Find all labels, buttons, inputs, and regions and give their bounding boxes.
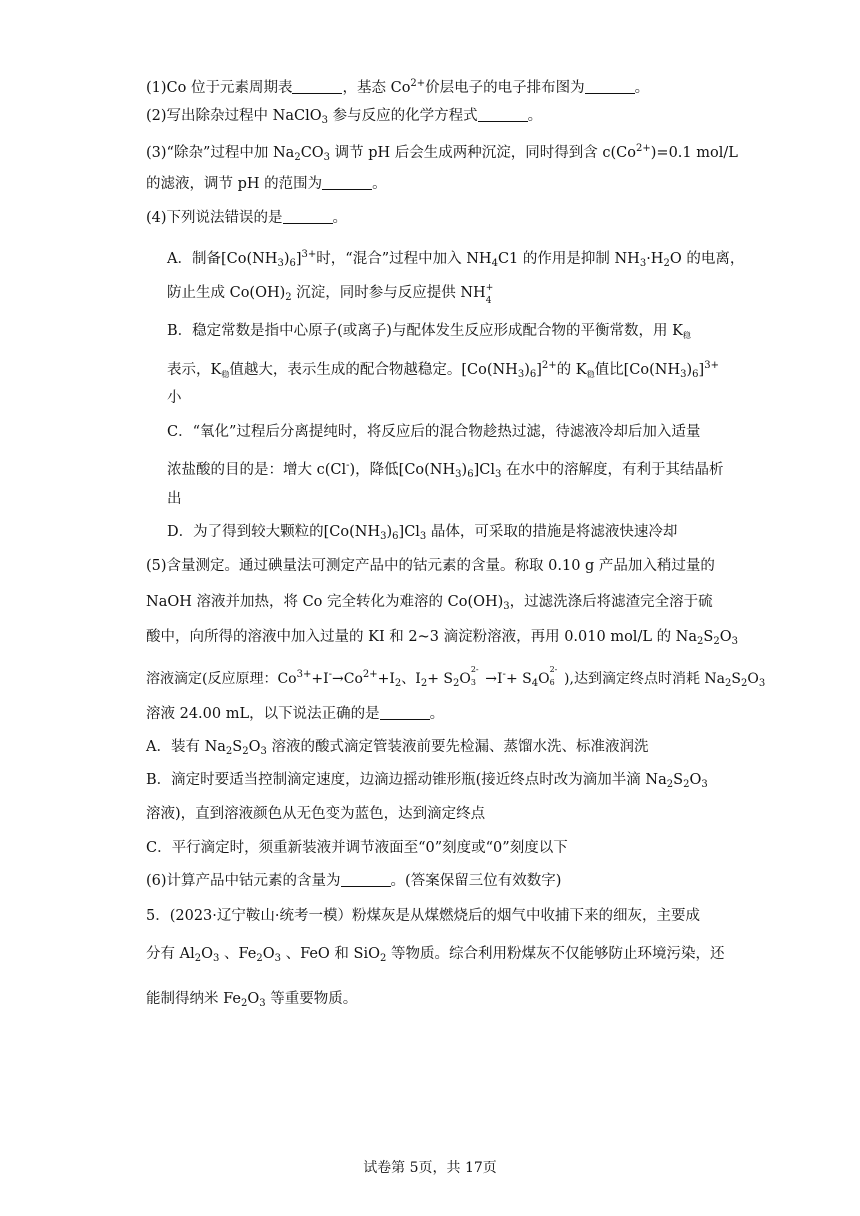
q4-option-d: D．为了得到较大颗粒的$[Co(NH_3)_6]Cl_3$ 晶体，可采取的措施是将滤液快速冷却 <box>167 524 678 542</box>
answer-blank[interactable] <box>478 107 528 122</box>
answer-blank[interactable] <box>292 79 342 94</box>
q4-option-b-2: 表示，$K_稳$值越大，表示生成的配合物越稳定。$[Co(NH_3)_6]^{2+}$的 $K_稳$值比$[Co(NH_3)_6]^{3+}$ <box>167 360 719 380</box>
q1-line: (1)Co 位于元素周期表 ，基态 $Co^{2+}$价层电子的电子排布图为 。 <box>146 78 650 96</box>
q3-line-2: 的滤液，调节 pH 的范围为 。 <box>146 176 387 192</box>
q5-option-c: C．平行滴定时，须重新装液并调节液面至“0”刻度或“0”刻度以下 <box>146 840 568 856</box>
q4-option-b-3: 小 <box>167 390 182 406</box>
answer-blank[interactable] <box>341 872 391 887</box>
q3-line-1: (3)“除杂”过程中加 $Na_2CO_3$ 调节 pH 后会生成两种沉淀，同时得到含 $c(Co^{2+})=0.1$ mol/L <box>146 143 738 163</box>
q-5-stem-1: 5．(2023·辽宁鞍山·统考一模）粉煤灰是从煤燃烧后的烟气中收捕下来的细灰，主要成 <box>146 908 700 924</box>
answer-blank[interactable] <box>585 79 635 94</box>
q-5-stem-2: 分有 $Al_2O_3$ 、$Fe_2O_3$ 、FeO 和 SiO$_2$ 等物质。综合利用粉煤灰不仅能够防止环境污染，还 <box>146 946 725 964</box>
q5-line-4: 溶液滴定(反应原理：$Co^{3+}+I^-\to Co^{2+}+I_2$、$I_2+ S_2O$ 2- 3 $\to I^-+ S_4O$ 2- 6 ),达到滴定终点时消耗 $Na_2S_2O_3$ <box>146 665 766 689</box>
q4-option-c-1: C．“氧化”过程后分离提纯时，将反应后的混合物趁热过滤，待滤液冷却后加入适量 <box>167 424 701 440</box>
q4-option-c-3: 出 <box>167 491 182 507</box>
answer-blank[interactable] <box>283 209 333 224</box>
q5-option-b-2: 溶液)，直到溶液颜色从无色变为蓝色，达到滴定终点 <box>146 806 486 822</box>
q5-line-3: 酸中，向所得的溶液中加入过量的 KI 和 2~3 滴淀粉溶液，再用 0.010 mol/L 的 $Na_2S_2O_3$ <box>146 629 738 647</box>
answer-blank[interactable] <box>380 705 430 720</box>
q4-line: (4)下列说法错误的是 。 <box>146 210 348 226</box>
q5-line-1: (5)含量测定。通过碘量法可测定产品中的钴元素的含量。称取 0.10 g 产品加入稍过量的 <box>146 558 715 574</box>
q5-option-b-1: B．滴定时要适当控制滴定速度，边滴边摇动锥形瓶(接近终点时改为滴加半滴 $Na_2S_2O_3$ <box>146 772 708 790</box>
q2-line: (2)写出除杂过程中 NaClO$_3$ 参与反应的化学方程式 。 <box>146 108 543 126</box>
page-footer: 试卷第 5页，共 17页 <box>363 1160 497 1176</box>
q5-line-5: 溶液 24.00 mL，以下说法正确的是 。 <box>146 706 445 722</box>
q5-line-2: NaOH 溶液并加热，将 Co 完全转化为难溶的 $Co(OH)_3$，过滤洗涤后将滤渣完全溶于硫 <box>146 594 713 612</box>
q-5-stem-3: 能制得纳米 $Fe_2O_3$ 等重要物质。 <box>146 991 358 1009</box>
q4-option-c-2: 浓盐酸的目的是：增大 c(Cl-)，降低$[Co(NH_3)_6]Cl_3$ 在水中的溶解度，有利于其结晶析 <box>167 460 724 480</box>
q4-option-a-2: 防止生成 $Co(OH)_2$ 沉淀，同时参与反应提供 NH + 4 <box>167 283 494 306</box>
q5-option-a: A．装有 $Na_2S_2O_3$ 溶液的酸式滴定管装液前要先检漏、蒸馏水洗、标准液润洗 <box>146 739 649 757</box>
answer-blank[interactable] <box>322 175 372 190</box>
q4-option-a-1: A．制备$[Co(NH_3)_6]^{3+}$时，“混合”过程中加入 $NH_4C1$ 的作用是抑制 $NH_3\cdot H_2O$ 的电离， <box>167 249 745 269</box>
q4-option-b-1: B．稳定常数是指中心原子(或离子)与配体发生反应形成配合物的平衡常数，用 $K_稳$ <box>167 323 691 340</box>
q6-line: (6)计算产品中钴元素的含量为 。(答案保留三位有效数字) <box>146 873 562 889</box>
